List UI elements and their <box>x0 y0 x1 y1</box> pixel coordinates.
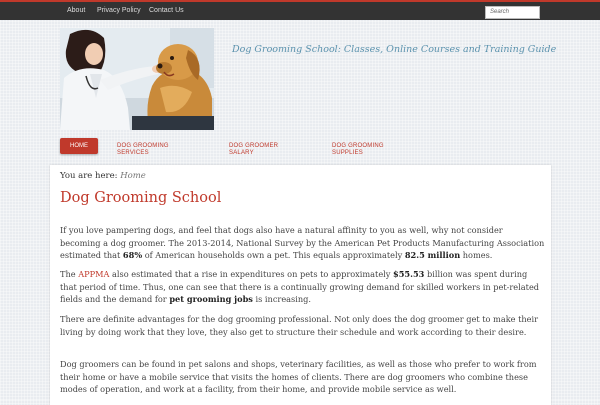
nav-dog-grooming-supplies[interactable] <box>332 143 384 157</box>
stat-homes: 82.5 million <box>404 250 461 260</box>
search-input[interactable]: Search <box>485 6 540 19</box>
top-bar <box>0 0 600 20</box>
paragraph-work-settings: Dog groomers can be found in pet salons and shops, veterinary facilities, as well as those who prefer to work from their home or have a mobile service that visits the homes of clients. There are dog groomers who combine these modes of operation, and work at a facility, from their home, and provide mobile service as well. <box>60 359 537 394</box>
nav-item-label-line1: DOG GROOMING <box>117 143 169 149</box>
top-nav-privacy-policy[interactable]: Privacy Policy <box>97 7 141 14</box>
text: homes. <box>460 250 493 260</box>
page-title: Dog Grooming School <box>60 190 222 206</box>
stat-expenditure: $55.53 <box>393 269 425 279</box>
pet-grooming-jobs: pet grooming jobs <box>169 294 253 304</box>
nav-item-label-line2: SERVICES <box>117 150 149 156</box>
text: The <box>60 269 79 279</box>
nav-dog-grooming-services[interactable] <box>117 143 169 157</box>
top-nav-about[interactable]: About <box>67 7 86 14</box>
paragraph-advantages: There are definite advantages for the dog grooming professional. Not only does the dog groomer get to make their living by doing work that they love, they also get to structure their schedule and work according to their desire. <box>60 314 539 337</box>
breadcrumb <box>60 171 146 181</box>
site-tagline: Dog Grooming School: Classes, Online Courses and Training Guide <box>232 44 557 55</box>
main-content <box>50 165 551 405</box>
main-nav <box>0 138 600 160</box>
nav-item-label-line1: DOG GROOMER <box>229 143 279 149</box>
text: billion was spent during that period of time. Thus, one can see that there is a continually growing demand for skilled workers in pet-related fields and the demand for <box>60 269 540 304</box>
header-image <box>60 28 214 130</box>
text: of American households own a pet. This equals approximately <box>142 250 405 260</box>
text: also estimated that a rise in expenditures on pets to approximately <box>109 269 394 279</box>
breadcrumb-prefix: You are here: <box>60 171 118 181</box>
text: If you love pampering dogs, and feel that dogs also have a natural affinity to you as well, why not consider becoming a dog groomer. The 2013-2014, National Survey by the American Pet Products Manufacturing Association estimated that <box>60 225 545 260</box>
nav-item-label-line2: SALARY <box>229 150 254 156</box>
appma-link[interactable]: APPMA <box>78 269 110 279</box>
top-nav-contact-us[interactable]: Contact Us <box>149 7 184 14</box>
nav-home-button[interactable]: HOME <box>60 138 98 154</box>
paragraph-appma <box>60 268 545 306</box>
paragraph-intro <box>60 224 545 262</box>
groomer-with-dog-illustration <box>60 28 214 130</box>
nav-dog-groomer-salary[interactable] <box>229 143 278 157</box>
nav-item-label-line1: DOG GROOMING <box>332 143 384 149</box>
nav-item-label-line2: SUPPLIES <box>332 150 363 156</box>
stat-households: 68% <box>122 250 143 260</box>
text: is increasing. <box>252 294 311 304</box>
breadcrumb-home-link[interactable]: Home <box>120 171 146 181</box>
